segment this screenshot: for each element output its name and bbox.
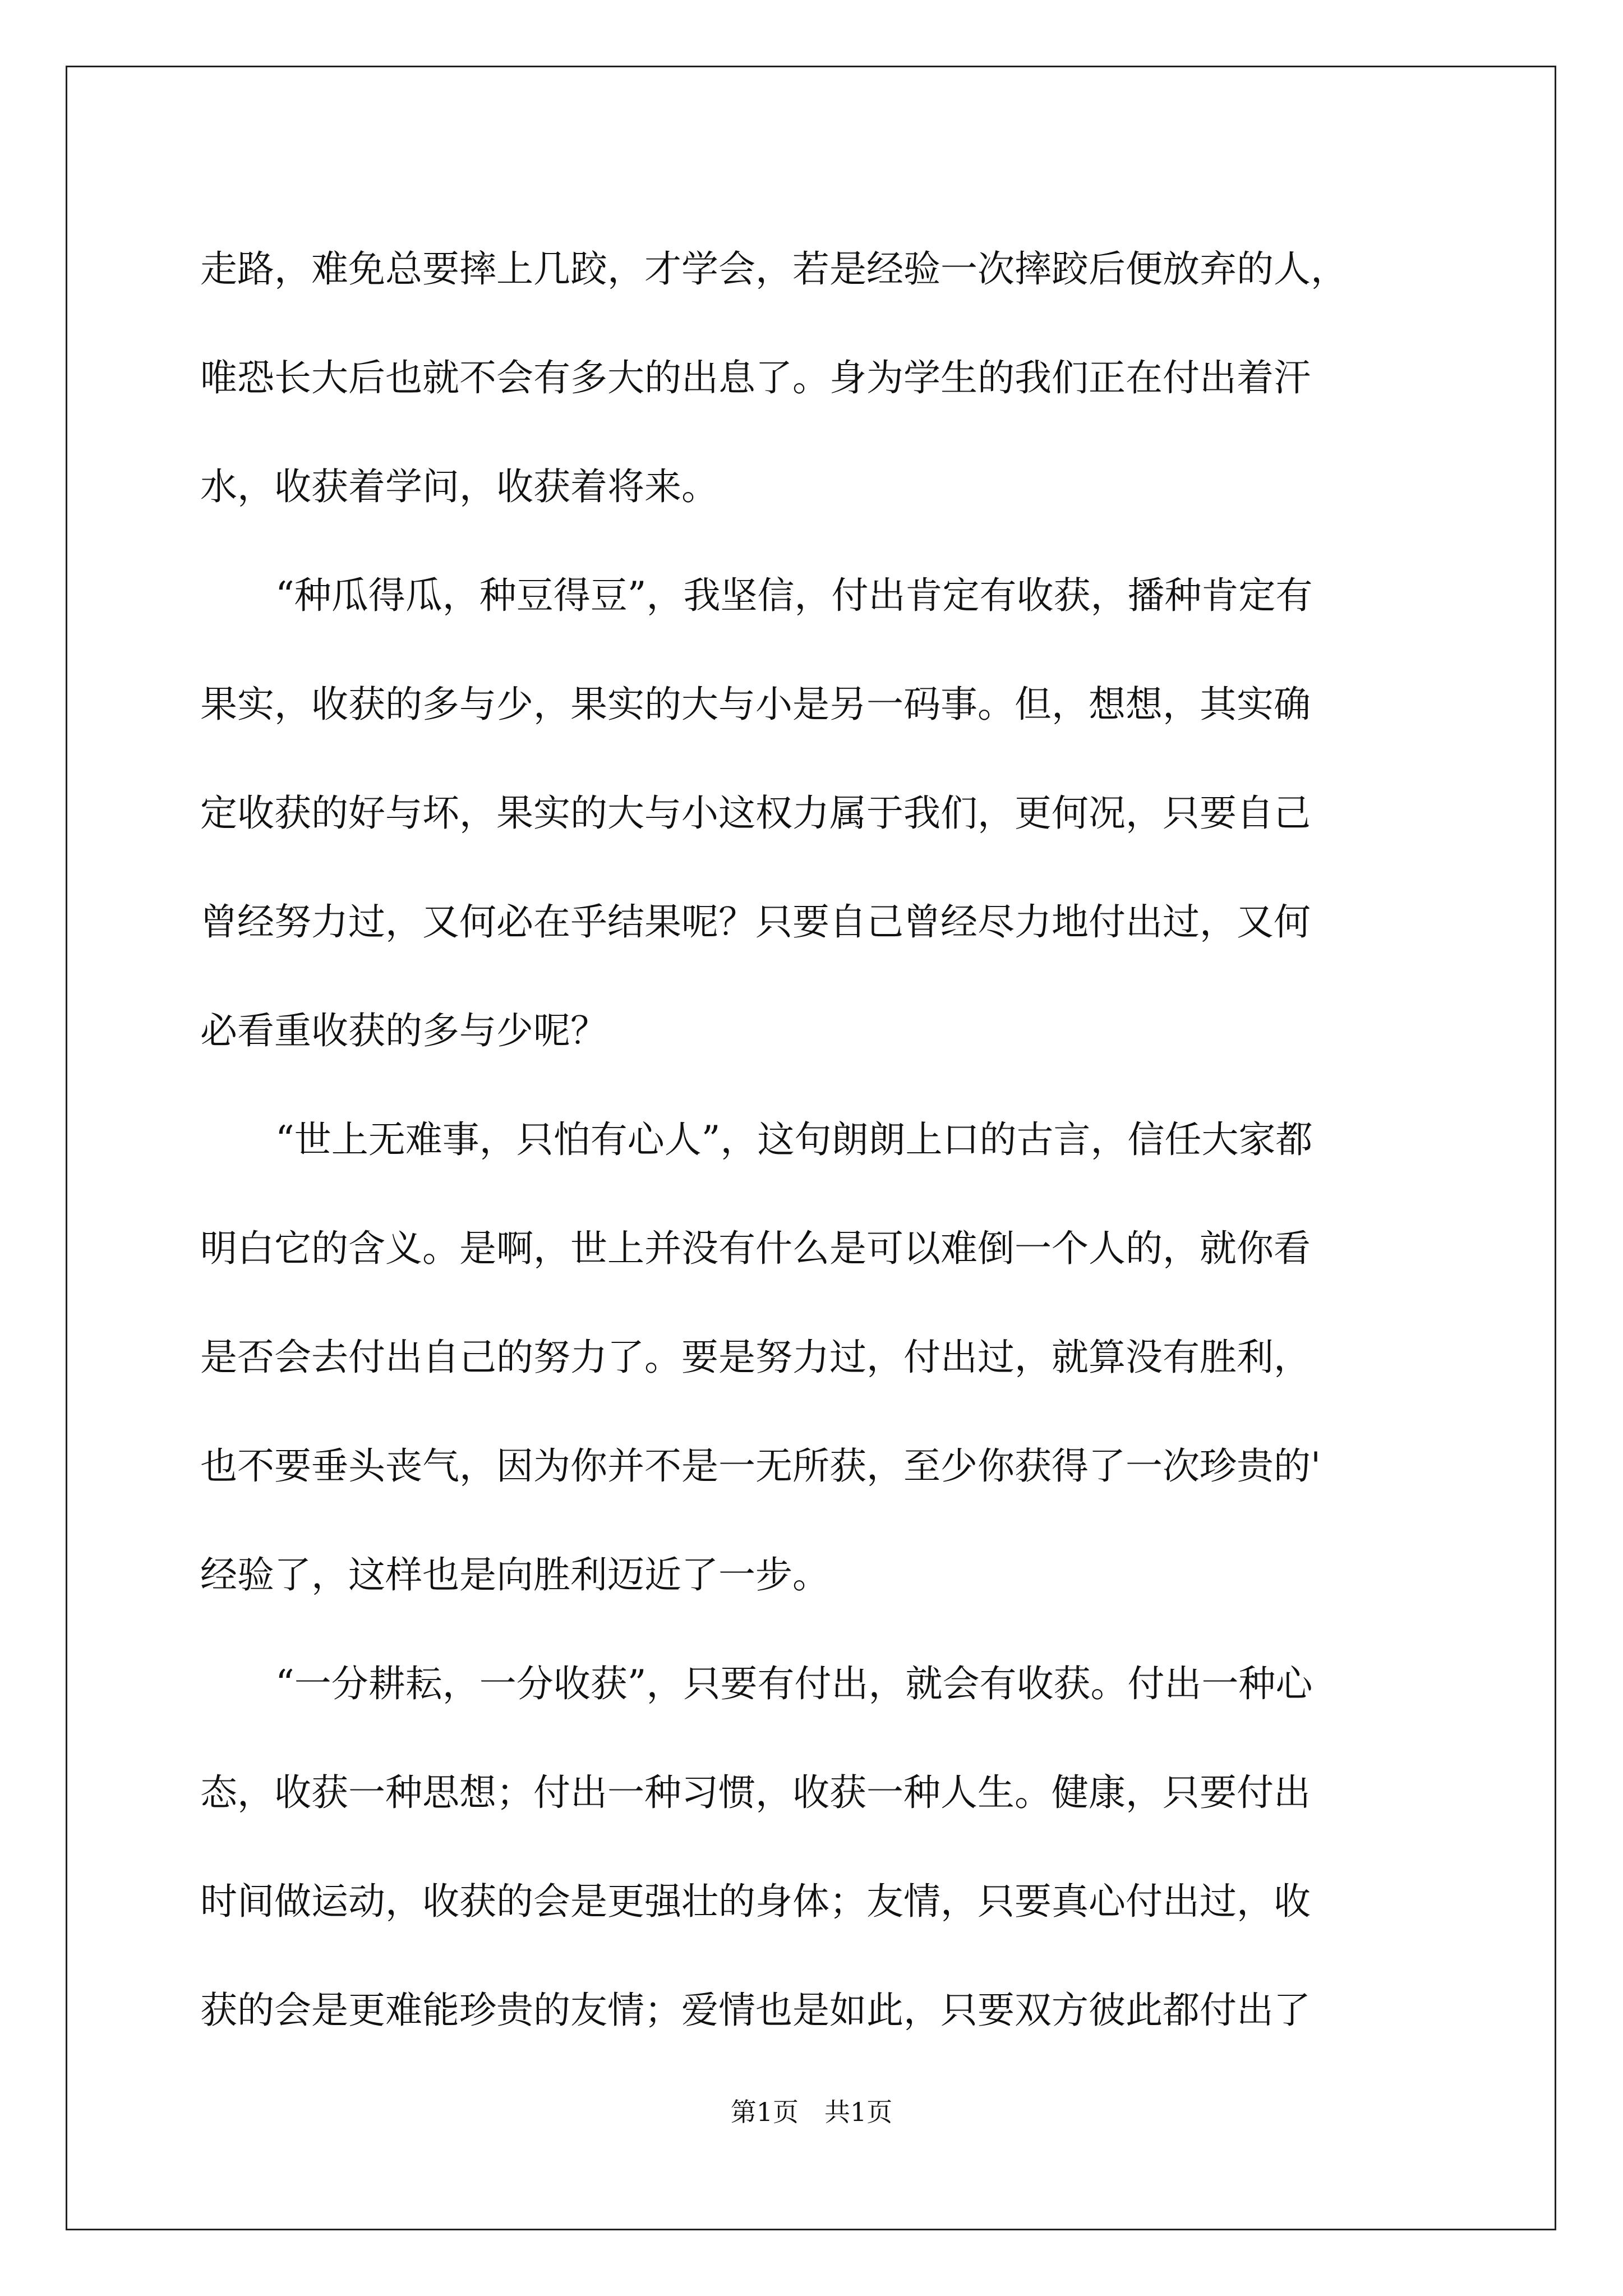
paragraph-start-line: “世上无难事，只怕有心人”，这句朗朗上口的古言，信任大家都 xyxy=(275,1118,1313,1161)
text-line: 走路，难免总要摔上几跤，才学会，若是经验一次摔跤后便放弃的人， xyxy=(200,247,1348,291)
text-line: 经验了，这样也是向胜利迈近了一步。 xyxy=(200,1553,829,1596)
paragraph-start-line: “一分耕耘，一分收获”，只要有付出，就会有收获。付出一种心 xyxy=(275,1662,1313,1705)
text-line: 时间做运动，收获的会是更强壮的身体；友情，只要真心付出过，收 xyxy=(200,1880,1311,1923)
text-line: 水，收获着学问，收获着将来。 xyxy=(200,465,718,508)
text-line: 必看重收获的多与少呢？ xyxy=(200,1009,607,1052)
text-line: 明白它的含义。是啊，世上并没有什么是可以难倒一个人的，就你看 xyxy=(200,1227,1311,1270)
paragraph-start-line: “种瓜得瓜，种豆得豆”，我坚信，付出肯定有收获，播种肯定有 xyxy=(275,574,1313,617)
text-line: 态，收获一种思想；付出一种习惯，收获一种人生。健康，只要付出 xyxy=(200,1771,1311,1814)
text-line: 也不要垂头丧气，因为你并不是一无所获，至少你获得了一次珍贵的' xyxy=(200,1444,1321,1488)
document-body xyxy=(200,215,1434,2065)
text-line: 果实，收获的多与少，果实的大与小是另一码事。但，想想，其实确 xyxy=(200,683,1311,726)
text-line: 定收获的好与坏，果实的大与小这权力属于我们，更何况，只要自己 xyxy=(200,792,1311,835)
text-line: 是否会去付出自己的努力了。要是努力过，付出过，就算没有胜利， xyxy=(200,1336,1311,1379)
text-line: 获的会是更难能珍贵的友情；爱情也是如此，只要双方彼此都付出了 xyxy=(200,1989,1311,2032)
text-line: 唯恐长大后也就不会有多大的出息了。身为学生的我们正在付出着汗 xyxy=(200,356,1311,399)
page-number-footer: 第1页 共1页 xyxy=(730,2097,893,2127)
text-line: 曾经努力过，又何必在乎结果呢？只要自己曾经尽力地付出过，又何 xyxy=(200,900,1311,944)
